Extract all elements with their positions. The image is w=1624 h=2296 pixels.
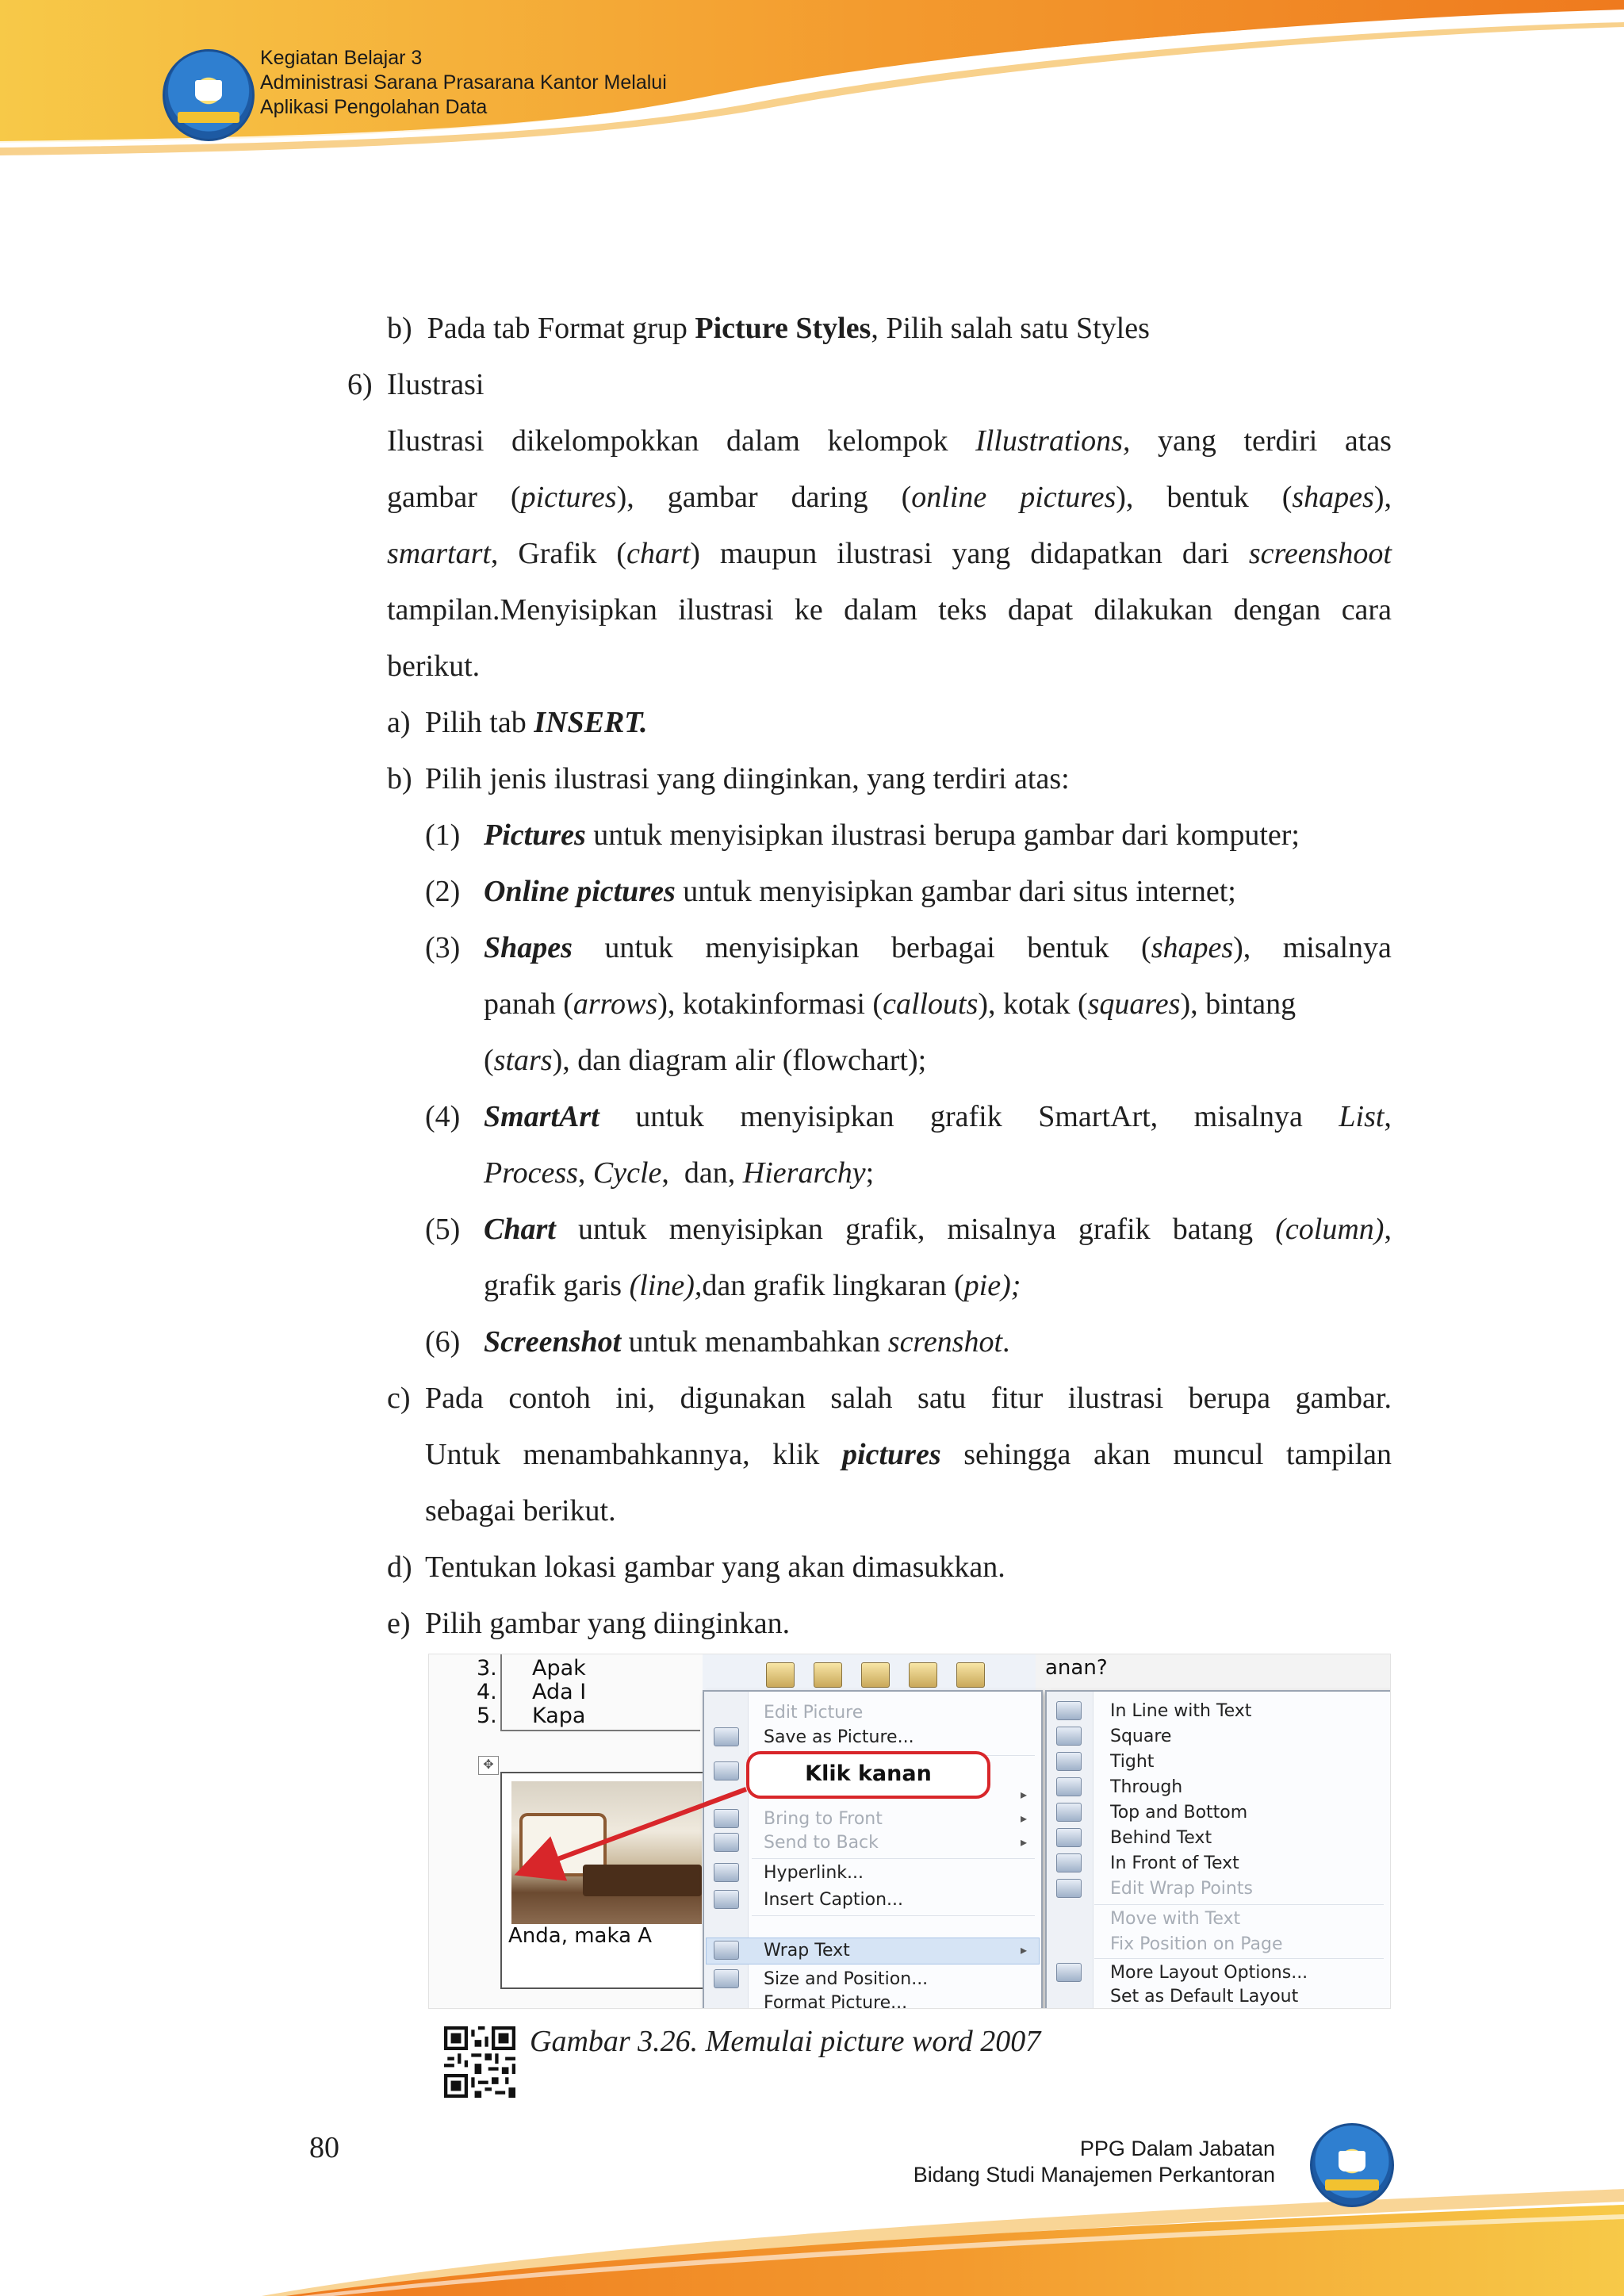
- item-3-marker: (3): [425, 931, 461, 964]
- doc-list-row: 4. Ada I: [477, 1680, 587, 1704]
- wrap-in-front-icon: [1056, 1853, 1082, 1872]
- step-d-marker: d): [387, 1550, 412, 1584]
- submenu-item-tight[interactable]: Tight: [1110, 1752, 1155, 1772]
- step-e-text: Pilih gambar yang diinginkan.: [425, 1607, 791, 1640]
- paste-icon[interactable]: [814, 1662, 842, 1688]
- menu-item-wrap-text[interactable]: Wrap Text: [764, 1941, 850, 1961]
- item-6-marker: (6): [425, 1325, 461, 1359]
- header-title: [260, 46, 667, 120]
- klik-kanan-callout: Klik kanan: [746, 1751, 990, 1799]
- submenu-item-inline[interactable]: In Line with Text: [1110, 1701, 1252, 1721]
- doc-list-row: 5. Kapa: [477, 1704, 586, 1728]
- step-e-marker: e): [387, 1607, 411, 1640]
- chevron-right-icon: ▸: [1020, 1834, 1027, 1849]
- insert-caption-icon: [714, 1890, 739, 1909]
- step-b2-text: Pilih jenis ilustrasi yang diinginkan, yang terdiri atas:: [425, 762, 1070, 795]
- step-c-line-2: Untuk menambahkannya, klik pictures sehingga akan muncul tampilan: [425, 1438, 1392, 1471]
- item-5-line-2: grafik garis (line),dan grafik lingkaran (pie);: [484, 1269, 1021, 1302]
- footer-line-2: Bidang Studi Manajemen Perkantoran: [913, 2163, 1275, 2187]
- chevron-right-icon: ▸: [1020, 1811, 1027, 1826]
- paste-icon[interactable]: [909, 1662, 937, 1688]
- menu-item-size-and-position[interactable]: Size and Position...: [764, 1969, 929, 1989]
- submenu-item-in-front[interactable]: In Front of Text: [1110, 1853, 1239, 1873]
- menu-item-save-as-picture[interactable]: Save as Picture...: [764, 1727, 914, 1747]
- step-a-marker: a): [387, 706, 411, 739]
- page-number: 80: [309, 2131, 339, 2164]
- step-c-line-1: Pada contoh ini, digunakan salah satu fitur ilustrasi berupa gambar.: [425, 1382, 1392, 1415]
- header-line-1: Kegiatan Belajar 3: [260, 47, 423, 69]
- step-b2-marker: b): [387, 762, 412, 795]
- item-6-text: Screenshot untuk menambahkan screnshot.: [484, 1325, 1010, 1359]
- para-line-5: berikut.: [387, 650, 481, 683]
- size-position-icon: [714, 1969, 739, 1988]
- submenu-item-edit-wrap-points[interactable]: Edit Wrap Points: [1110, 1879, 1253, 1899]
- wrap-through-icon: [1056, 1777, 1082, 1796]
- item-4-marker: (4): [425, 1100, 461, 1133]
- word-context-menu-screenshot: [428, 1654, 1391, 2009]
- doc-list-row: 3. Apak: [477, 1656, 586, 1681]
- paste-icon[interactable]: [861, 1662, 890, 1688]
- paste-icon[interactable]: [956, 1662, 985, 1688]
- edit-wrap-points-icon: [1056, 1879, 1082, 1898]
- menu-item-format-picture[interactable]: Format Picture...: [764, 1993, 908, 2009]
- para-line-1: Ilustrasi dikelompokkan dalam kelompok Illustrations, yang terdiri atas: [387, 424, 1392, 458]
- qr-code-icon: [444, 2026, 515, 2098]
- header-line-2: Administrasi Sarana Prasarana Kantor Melalui: [260, 71, 667, 94]
- item-1-marker: (1): [425, 818, 461, 852]
- save-picture-icon: [714, 1727, 739, 1746]
- submenu-item-top-and-bottom[interactable]: Top and Bottom: [1110, 1803, 1248, 1823]
- menu-item-edit-picture[interactable]: Edit Picture: [764, 1703, 864, 1723]
- step-d-text: Tentukan lokasi gambar yang akan dimasukkan.: [425, 1550, 1005, 1584]
- footer-title: [914, 2136, 1275, 2188]
- item-3-line-1: Shapes untuk menyisipkan berbagai bentuk (shapes), misalnya: [484, 931, 1392, 964]
- footer-line-1: PPG Dalam Jabatan: [1079, 2137, 1275, 2160]
- submenu-item-through[interactable]: Through: [1110, 1777, 1183, 1797]
- layout-options-icon: [1056, 1963, 1082, 1982]
- chevron-right-icon: ▸: [1020, 1942, 1027, 1957]
- item-3-line-3: (stars), dan diagram alir (flowchart);: [484, 1044, 927, 1077]
- para-line-2: gambar (pictures), gambar daring (online pictures), bentuk (shapes),: [387, 481, 1392, 514]
- paste-icon[interactable]: [766, 1662, 795, 1688]
- section-6-marker: 6): [347, 368, 373, 401]
- wrap-top-bottom-icon: [1056, 1803, 1082, 1822]
- menu-item-insert-caption[interactable]: Insert Caption...: [764, 1890, 904, 1910]
- chevron-right-icon: ▸: [1020, 1787, 1027, 1802]
- item-1-text: Pictures untuk menyisipkan ilustrasi berupa gambar dari komputer;: [484, 818, 1300, 852]
- header-line-3: Aplikasi Pengolahan Data: [260, 96, 488, 118]
- wrap-behind-icon: [1056, 1828, 1082, 1847]
- submenu-item-set-default-layout[interactable]: Set as Default Layout: [1110, 1987, 1299, 2007]
- submenu-item-behind-text[interactable]: Behind Text: [1110, 1828, 1212, 1848]
- doc-text-fragment: anan?: [1045, 1656, 1108, 1680]
- wrap-text-submenu: [1045, 1690, 1391, 2009]
- submenu-item-move-with-text[interactable]: Move with Text: [1110, 1909, 1241, 1929]
- wrap-text-icon: [714, 1941, 739, 1960]
- item-4-line-2: Process, Cycle, dan, Hierarchy;: [484, 1156, 875, 1190]
- move-handle-icon[interactable]: ✥: [478, 1756, 499, 1775]
- section-6-title: Ilustrasi: [387, 368, 485, 401]
- step-c-marker: c): [387, 1382, 411, 1415]
- item-5-line-1: Chart untuk menyisipkan grafik, misalnya grafik batang (column),: [484, 1213, 1392, 1246]
- menu-item-bring-to-front[interactable]: Bring to Front: [764, 1809, 883, 1829]
- wrap-square-icon: [1056, 1727, 1082, 1746]
- tutwuri-logo: [1310, 2123, 1394, 2207]
- para-line-4: tampilan.Menyisipkan ilustrasi ke dalam teks dapat dilakukan dengan cara: [387, 593, 1392, 627]
- menu-item-highlight: [706, 1938, 1040, 1964]
- step-c-line-3: sebagai berikut.: [425, 1494, 616, 1527]
- step-a-text: Pilih tab INSERT.: [425, 706, 648, 739]
- tutwuri-logo: [163, 49, 255, 141]
- submenu-item-square[interactable]: Square: [1110, 1727, 1172, 1746]
- item-2-marker: (2): [425, 875, 461, 908]
- item-2-text: Online pictures untuk menyisipkan gambar dari situs internet;: [484, 875, 1236, 908]
- item-3-line-2: panah (arrows), kotakinformasi (callouts), kotak (squares), bintang: [484, 987, 1297, 1021]
- mini-toolbar: [703, 1654, 1036, 1691]
- menu-item-send-to-back[interactable]: Send to Back: [764, 1833, 879, 1853]
- doc-caption-text: Anda, maka A: [508, 1924, 653, 1948]
- submenu-item-more-layout-options[interactable]: More Layout Options...: [1110, 1963, 1308, 1983]
- para-line-3: smartart, Grafik (chart) maupun ilustrasi yang didapatkan dari screenshoot: [387, 537, 1392, 570]
- wrap-tight-icon: [1056, 1752, 1082, 1771]
- step-b-picture-styles: b) Pada tab Format grup Picture Styles, Pilih salah satu Styles: [387, 312, 1150, 345]
- item-5-marker: (5): [425, 1213, 461, 1246]
- item-4-line-1: SmartArt untuk menyisipkan grafik SmartArt, misalnya List,: [484, 1100, 1392, 1133]
- figure-caption: Gambar 3.26. Memulai picture word 2007: [530, 2025, 1041, 2058]
- submenu-item-fix-position[interactable]: Fix Position on Page: [1110, 1934, 1283, 1954]
- menu-item-hyperlink[interactable]: Hyperlink...: [764, 1863, 864, 1883]
- wrap-inline-icon: [1056, 1701, 1082, 1720]
